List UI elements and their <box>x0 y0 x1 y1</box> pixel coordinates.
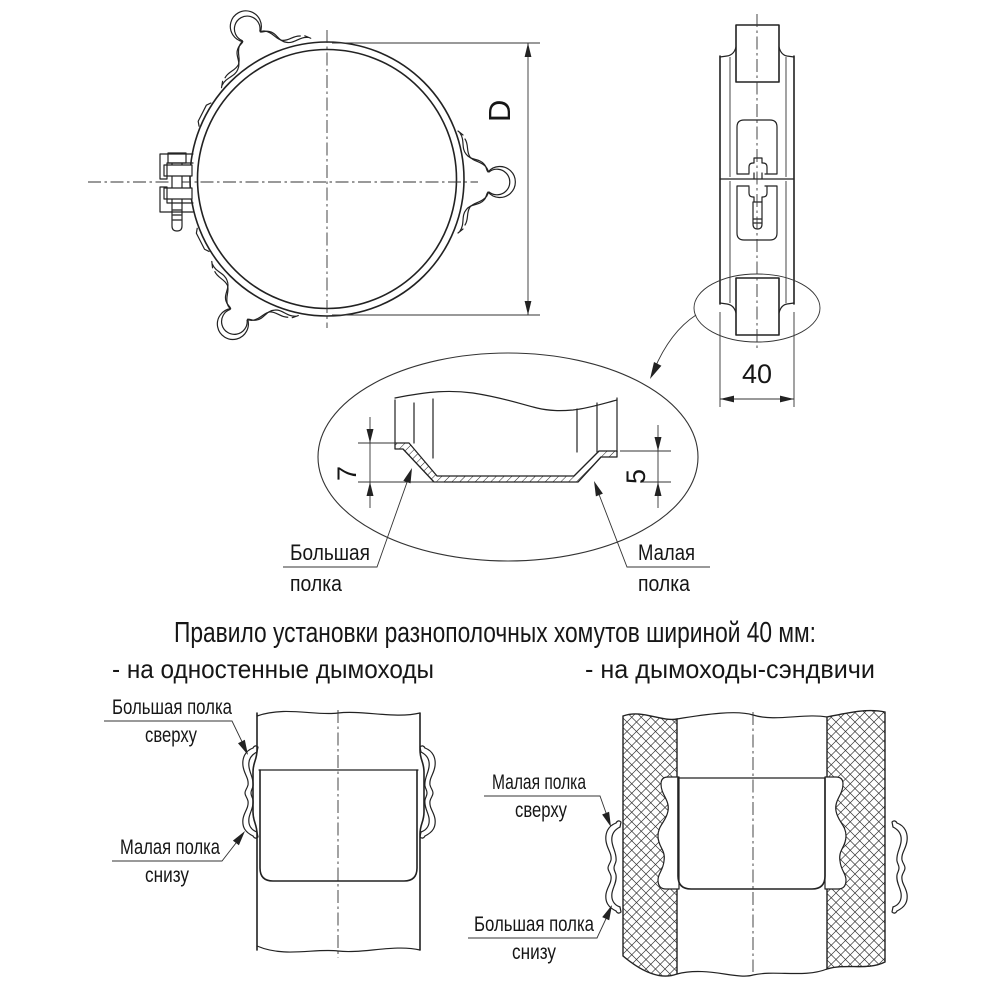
bolt-nut-lower <box>164 188 192 199</box>
single-wall-top-label-line2: сверху <box>145 724 198 747</box>
big-flange-label-line2: полка <box>290 571 343 596</box>
single-wall-top-callout <box>104 696 248 755</box>
small-flange-label-line1: Малая <box>638 540 695 565</box>
inner-pipe-socket <box>678 778 825 889</box>
single-wall-bottom-label-line1: Малая полка <box>120 836 221 859</box>
small-flange-label-line2: полка <box>638 571 691 596</box>
detail-view <box>283 353 710 596</box>
small-flange-callout <box>594 481 710 596</box>
diameter-label: D <box>482 99 517 122</box>
width-dimension-label: 40 <box>741 359 773 389</box>
ear-bottom-left <box>181 261 298 364</box>
single-wall-diagram <box>104 696 435 958</box>
pipe-break-top <box>257 711 420 716</box>
small-flange-height-label: 5 <box>621 468 651 484</box>
band-cross-section <box>395 443 617 482</box>
pipe-socket <box>260 770 417 881</box>
detail-leader-arrow <box>650 315 696 379</box>
front-view <box>88 0 540 364</box>
subtitle-single-wall: - на одностенные дымоходы <box>112 654 434 684</box>
sandwich-top-label-line2: сверху <box>515 799 568 822</box>
single-wall-bottom-label-line2: снизу <box>145 864 190 887</box>
tab-bottom <box>736 278 779 335</box>
sandwich-bottom-label-line2: снизу <box>512 941 557 964</box>
big-flange-callout <box>283 465 412 596</box>
detail-ellipse <box>318 353 698 561</box>
sandwich-bottom-callout <box>468 905 612 964</box>
tab-top <box>736 25 779 82</box>
pipe-wall-section <box>395 391 617 458</box>
bolt-assembly <box>160 153 193 231</box>
sandwich-top-callout <box>484 771 611 827</box>
single-wall-top-label-line1: Большая полка <box>112 696 233 719</box>
sandwich-break-bottom <box>677 969 827 976</box>
sandwich-bottom-label-line1: Большая полка <box>474 913 595 936</box>
sandwich-diagram <box>468 711 907 977</box>
big-flange-label-line1: Большая <box>290 540 370 565</box>
single-wall-bottom-callout <box>112 831 245 887</box>
rule-title: Правило установки разнополочных хомутов шириной 40 мм: <box>174 617 816 649</box>
pipe-break-bottom <box>257 946 420 952</box>
dimension-7 <box>332 417 444 508</box>
bolt-nut-upper <box>164 165 192 176</box>
sandwich-top-label-line1: Малая полка <box>492 771 587 794</box>
clamp-band-inner <box>198 50 457 309</box>
band-inner-lines <box>730 57 786 303</box>
side-view <box>650 14 820 407</box>
sandwich-break-top <box>677 713 827 719</box>
ear-top-left <box>194 0 311 88</box>
subtitle-sandwich: - на дымоходы-сэндвичи <box>585 654 875 684</box>
dimension-D <box>332 43 540 315</box>
clamp-profile-left <box>606 821 621 913</box>
dimension-40 <box>720 312 794 407</box>
dimension-5 <box>620 425 671 508</box>
clamp-profile-right <box>892 821 907 913</box>
big-flange-height-label: 7 <box>332 465 362 481</box>
